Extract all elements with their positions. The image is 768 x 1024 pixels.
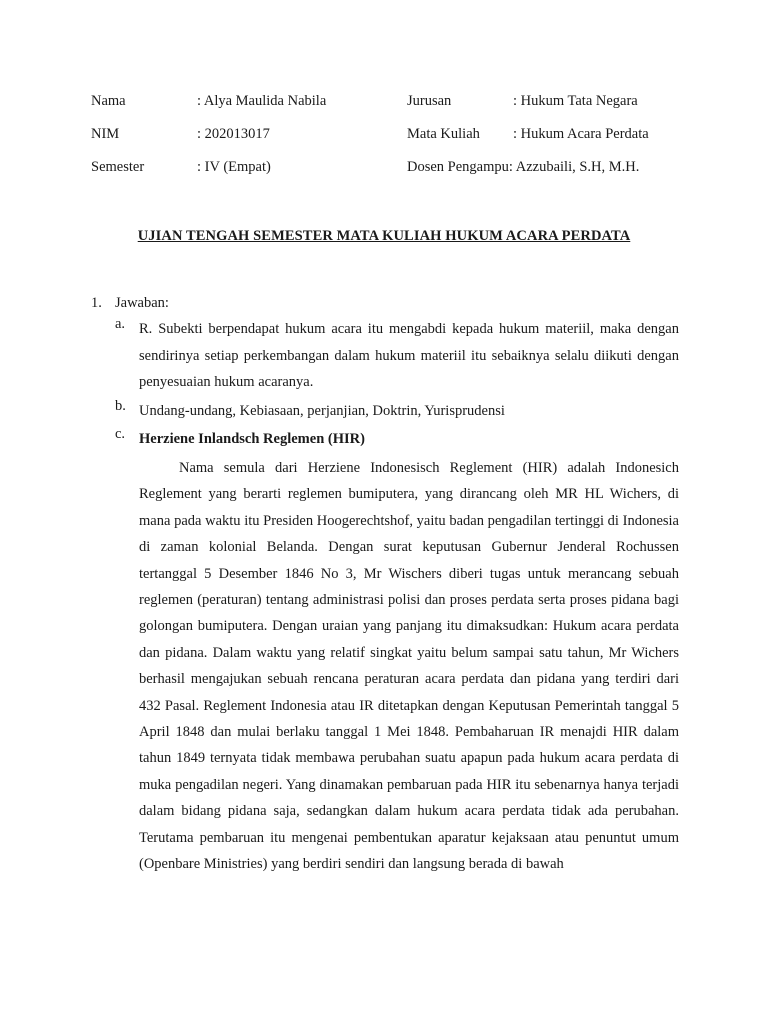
question-header bbox=[91, 294, 679, 314]
answer-section bbox=[91, 294, 679, 877]
info-row-semester bbox=[91, 159, 691, 192]
item-text-b: Undang-undang, Kebiasaan, perjanjian, Doktrin, Yurisprudensi bbox=[139, 402, 505, 419]
question-number: 1. bbox=[91, 295, 102, 311]
nim-value: : 202013017 bbox=[197, 126, 270, 142]
dosen-line: Dosen Pengampu: Azzubaili, S.H, M.H. bbox=[407, 159, 640, 175]
info-row-nim bbox=[91, 126, 691, 159]
nim-label: NIM bbox=[91, 126, 120, 142]
semester-label: Semester bbox=[91, 159, 145, 175]
list-item-a bbox=[91, 316, 679, 396]
list-item-b bbox=[91, 398, 679, 425]
semester-value: : IV (Empat) bbox=[197, 159, 271, 175]
item-letter-b: b. bbox=[115, 397, 126, 414]
page-title: UJIAN TENGAH SEMESTER MATA KULIAH HUKUM ACARA PERDATA bbox=[137, 228, 631, 244]
item-heading-c: Herziene Inlandsch Reglemen (HIR) bbox=[139, 431, 365, 448]
item-paragraph-c: Nama semula dari Herziene Indonesisch Reglement (HIR) adalah Indonesich Reglement yang berarti reglemen bumiputera, yang dirancang oleh MR HL Wichers, di mana pada waktu itu Presiden Hoogerechtshof, yaitu badan pengadilan tertinggi di Indonesia di zaman kolonial Belanda. Dengan surat keputusan Gubernur Jenderal Rochussen tertanggal 5 Desember 1846 No 3, Mr Wischers diberi tugas untuk merancang sebuah reglemen (peraturan) tentang administrasi polisi dan proses perdata serta proses pidana bagi golongan bumiputera. Dengan uraian yang panjang itu dimaksudkan: Hukum acara perdata dan pidana. Dalam waktu yang relatif singkat yaitu belum sampai satu tahun, Mr Wichers berhasil mengajukan sebuah rencana peraturan acara perdata dan pidana yang terdiri dari 432 Pasal. Reglement Indonesia atau IR ditetapkan dengan Keputusan Pemerintah tanggal 5 April 1848 dan mulai berlaku tanggal 1 Mei 1848. Pembaharuan IR menajdi HIR dalam tahun 1849 ternyata tidak membawa perubahan suatu apapun pada hukum acara perdata di muka pengadilan negeri. Yang dinamakan pembaruan pada HIR itu sebenarnya hanya terjadi dalam bidang pidana saja, sedangkan dalam hukum acara perdata tidak ada perubahan. Terutama pembaruan itu mengenai pembentukan aparatur kejaksaan atau penuntut umum (Openbare Ministries) yang berdiri sendiri dan langsung berada di bawah bbox=[139, 459, 679, 873]
info-row-nama bbox=[91, 93, 691, 126]
dosen-value-wrap bbox=[407, 159, 639, 176]
jurusan-label: Jurusan bbox=[407, 93, 452, 109]
item-letter-c: c. bbox=[115, 426, 126, 443]
item-letter-a: a. bbox=[115, 316, 126, 332]
jurusan-value: : Hukum Tata Negara bbox=[513, 93, 638, 109]
nama-label: Nama bbox=[91, 93, 126, 109]
student-info-block bbox=[91, 93, 691, 192]
item-text-a: R. Subekti berpendapat hukum acara itu mengabdi kepada hukum materiil, maka dengan sendirinya setiap perkembangan dalam hukum materiil itu sebaiknya selalu diikuti dengan penyesuaian hukum acaranya. bbox=[139, 321, 679, 391]
matkul-value: : Hukum Acara Perdata bbox=[513, 126, 649, 142]
list-item-c bbox=[91, 426, 679, 877]
question-label: Jawaban: bbox=[115, 295, 169, 311]
nama-value: : Alya Maulida Nabila bbox=[197, 93, 327, 109]
matkul-label: Mata Kuliah bbox=[407, 126, 480, 142]
